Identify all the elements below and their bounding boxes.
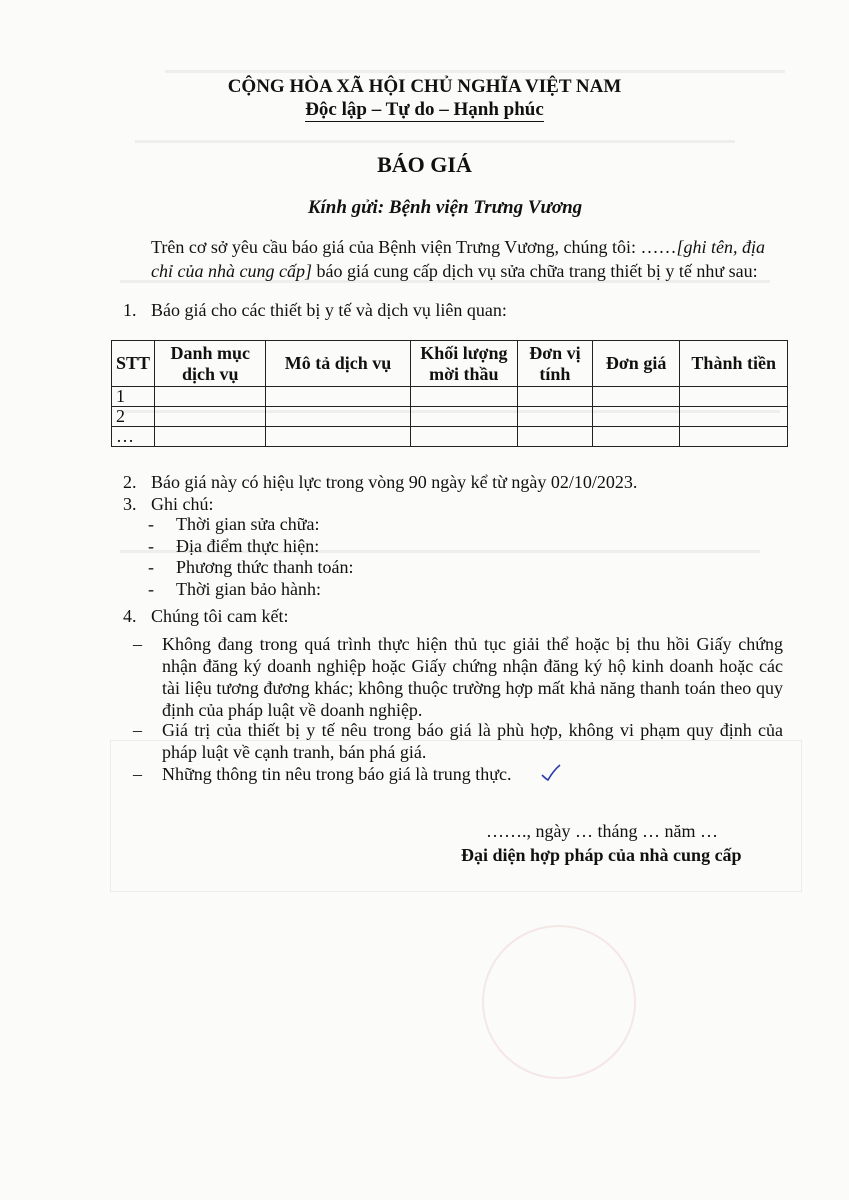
cell [266,407,410,427]
section-2: 2. Báo giá này có hiệu lực trong vòng 90 ngày kể từ ngày 02/10/2023. [123,472,638,492]
table-row [112,387,788,407]
cell [410,427,518,447]
checkmark-icon [540,763,562,783]
cell-stt: … [112,427,155,447]
cell [518,407,593,427]
cell [518,387,593,407]
cell-stt: 1 [112,387,155,407]
cell [266,427,410,447]
cell [155,427,266,447]
header-service-category: Danh mục dịch vụ [155,341,266,387]
header-total: Thành tiền [680,341,788,387]
section-4: 4. Chúng tôi cam kết: [123,606,289,626]
cell [592,427,680,447]
intro-placeholder: [ghi tên, địa chỉ của nhà cung cấp] [151,237,766,281]
table-row [112,407,788,427]
bleed-stamp-shape [482,925,636,1079]
commitment-item: – Những thông tin nêu trong báo giá là trung thực. [133,764,512,784]
table-row [112,427,788,447]
national-motto: Độc lập – Tự do – Hạnh phúc [305,99,544,120]
cell [592,387,680,407]
section-3: 3. Ghi chú: [123,494,214,514]
cell [680,387,788,407]
cell [155,387,266,407]
header-unit-price: Đơn giá [592,341,680,387]
cell-stt: 2 [112,407,155,427]
note-item: - Phương thức thanh toán: [148,557,354,577]
note-item: - Thời gian sửa chữa: [148,514,320,534]
commitment-item: – Giá trị của thiết bị y tế nêu trong báo giá là phù hợp, không vi phạm quy định của pháp luật về cạnh tranh, bán phá giá. [133,720,783,762]
cell [680,427,788,447]
document-title: BÁO GIÁ [377,152,472,177]
date-line: ……., ngày … tháng … năm … [486,821,718,841]
cell [518,427,593,447]
recipient-line: Kính gửi: Bệnh viện Trưng Vương [307,197,583,218]
note-item: - Địa điểm thực hiện: [148,536,320,556]
quote-table [111,340,788,447]
cell [410,407,518,427]
section-1: 1. Báo giá cho các thiết bị y tế và dịch vụ liên quan: [123,300,507,320]
header-quantity: Khối lượng mời thầu [410,341,518,387]
note-item: - Thời gian bảo hành: [148,579,321,599]
commitment-item: – Không đang trong quá trình thực hiện thủ tục giải thể hoặc bị thu hồi Giấy chứng nhận đăng ký doanh nghiệp hoặc Giấy chứng nhận đăng ký hộ kinh doanh hoặc các tài liệu tương đương khác; không thuộc trường hợp mất khả năng thanh toán theo quy định của pháp luật về doanh nghiệp. [133,634,783,720]
table-header-row [112,341,788,387]
intro-tail: báo giá cung cấp dịch vụ sửa chữa trang thiết bị y tế như sau: [311,261,758,281]
intro-lead: Trên cơ sở yêu cầu báo giá của Bệnh viện Trưng Vương, chúng tôi: …… [151,237,677,257]
cell [680,407,788,427]
representative-signature-label: Đại diện hợp pháp của nhà cung cấp [461,845,742,865]
cell [155,407,266,427]
header-stt: STT [112,341,155,387]
cell [266,387,410,407]
national-title: CỘNG HÒA XÃ HỘI CHỦ NGHĨA VIỆT NAM [227,76,622,97]
cell [410,387,518,407]
header-service-description: Mô tả dịch vụ [266,341,410,387]
cell [592,407,680,427]
intro-paragraph [123,235,783,283]
header-unit: Đơn vị tính [518,341,593,387]
